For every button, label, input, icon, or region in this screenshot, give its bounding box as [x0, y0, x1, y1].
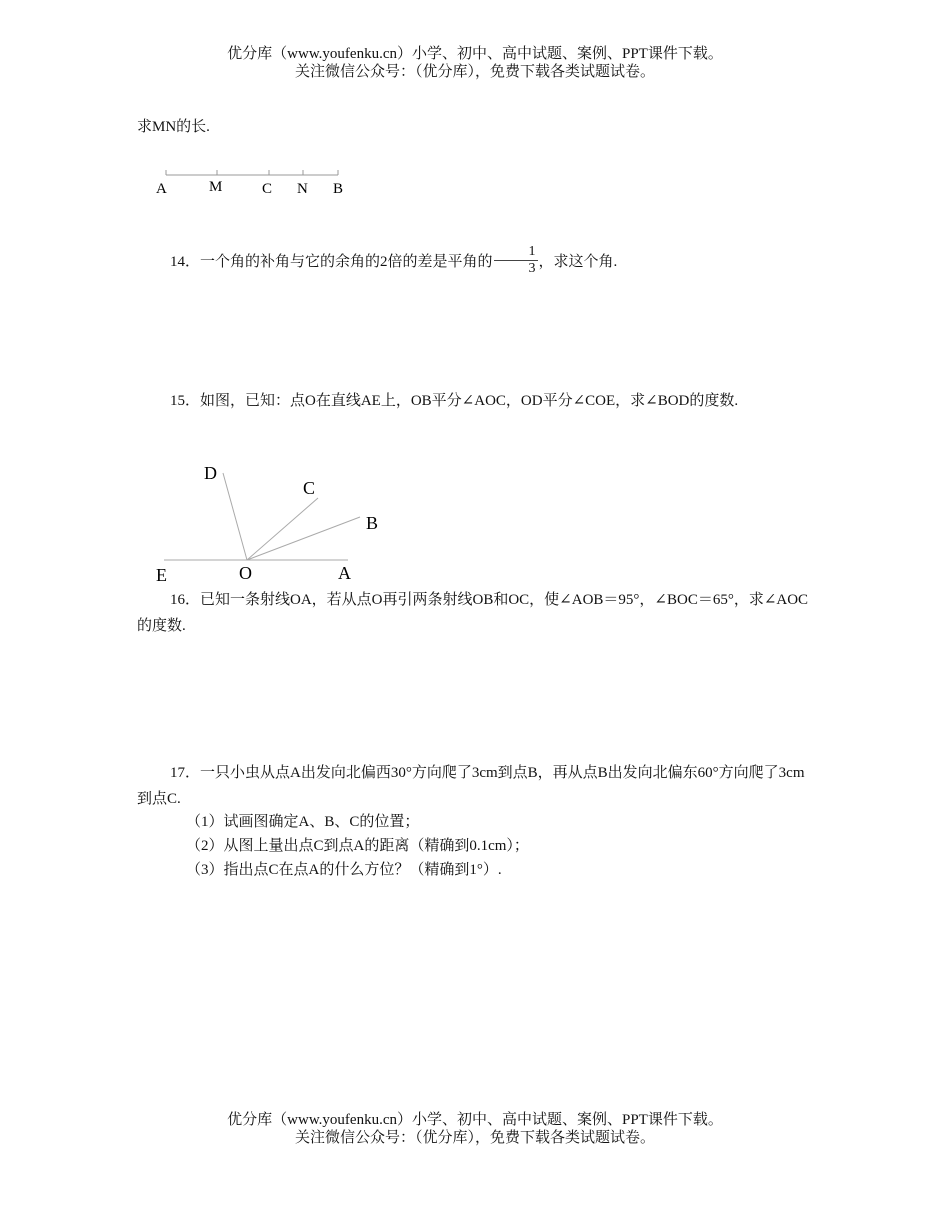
label-m: M	[209, 179, 223, 195]
label-n: N	[297, 181, 308, 197]
question-16: 16．已知一条射线OA，若从点O再引两条射线OB和OC，使∠AOB＝95°，∠BOC＝65°，求∠AOC的度数.	[137, 592, 809, 634]
question-15: 15．如图，已知：点O在直线AE上，OB平分∠AOC，OD平分∠COE，求∠BOD的度数.	[170, 393, 739, 409]
page-header	[0, 45, 950, 81]
footer-line-2: 关注微信公众号：（优分库），免费下载各类试题试卷。	[294, 1130, 655, 1146]
fraction-denominator: 3	[528, 261, 536, 276]
label-d: D	[204, 463, 217, 483]
page-footer	[0, 1111, 950, 1147]
q14-text-before: 14．一个角的补角与它的余角的2倍的差是平角的	[170, 253, 493, 270]
q17-sub-2: （2）从图上量出点C到点A的距离（精确到0.1cm）；	[186, 838, 529, 854]
figure-q13-segment	[140, 165, 370, 201]
question-14	[137, 246, 817, 279]
figure-q15-angles	[140, 455, 400, 587]
label-c: C	[303, 478, 316, 498]
label-c: C	[262, 181, 273, 197]
q13-tail: 求MN的长.	[137, 119, 210, 135]
q17-sub-3: （3）指出点C在点A的什么方位？（精确到1°）.	[186, 862, 502, 878]
label-a: A	[156, 181, 167, 197]
ray-oc	[247, 498, 318, 560]
header-line-1: 优分库（www.youfenku.cn）小学、初中、高中试题、案例、PPT课件下载。	[227, 46, 723, 62]
label-a: A	[338, 563, 351, 583]
label-b: B	[366, 513, 379, 533]
label-b: B	[333, 181, 344, 197]
q14-text-after: ，求这个角.	[538, 253, 618, 270]
question-17: 17．一只小虫从点A出发向北偏西30°方向爬了3cm到点B，再从点B出发向北偏东60°方向爬了3cm到点C.	[137, 765, 805, 807]
q17-subquestions	[186, 810, 826, 882]
q17-sub-1: （1）试画图确定A、B、C的位置；	[186, 814, 420, 830]
header-line-2: 关注微信公众号：（优分库），免费下载各类试题试卷。	[294, 64, 655, 80]
label-o: O	[239, 563, 252, 583]
label-e: E	[156, 565, 167, 585]
fraction-numerator: 1	[494, 244, 538, 261]
ray-od	[223, 473, 247, 560]
footer-line-1: 优分库（www.youfenku.cn）小学、初中、高中试题、案例、PPT课件下载。	[227, 1112, 723, 1128]
ray-ob	[247, 517, 360, 560]
fraction-one-third	[494, 244, 538, 277]
